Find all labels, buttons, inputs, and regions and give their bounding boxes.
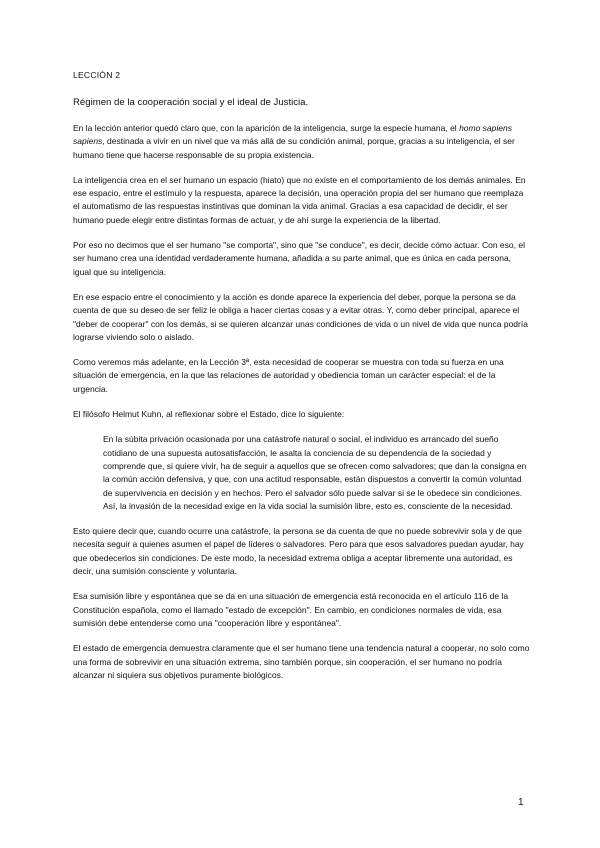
paragraph-7: Esto quiere decir que, cuando ocurre una catástrofe, la persona se da cuenta de que no puede sobrevivir sola y de que necesita seguir a quienes asumen el papel de líderes o salvadores. Pero para que esos salvadores puedan ayudar, hay que obedecerlos sin condiciones. De este modo, la necesidad extrema obliga a aceptar libremente una autoridad, es decir, una sumisión consciente y voluntaria. (73, 526, 524, 577)
paragraph-5: Como veremos más adelante, en la Lección 3ª, esta necesidad de cooperar se muestra con toda su fuerza en una situación de emergencia, en la que las relaciones de autoridad y obediencia toman un carácter especial: el de la urgencia. (73, 357, 504, 394)
paragraph-9: El estado de emergencia demuestra claramente que el ser humano tiene una tendencia natural a cooperar, no solo como una forma de sobrevivir en una situación extrema, sino también porque, sin cooperación, el ser humano no podría alcanzar ni siquiera sus objetivos puramente biológicos. (73, 643, 530, 680)
paragraph-8: Esa sumisión libre y espontánea que se da en una situación de emergencia está reconocida en el artículo 116 de la Constitución española, como el llamado "estado de excepción". En cambio, en condiciones normales de vida, esa sumisión debe entenderse como una "cooperación libre y espontánea". (73, 591, 509, 628)
paragraph-6: El filósofo Helmut Kuhn, al reflexionar sobre el Estado, dice lo siguiente: (73, 409, 345, 420)
block-quote: En la súbita privación ocasionada por una catástrofe natural o social, el individuo es arrancado del sueño cotidiano de una supuesta autosatisfacción, le asalta la conciencia de su dependencia de la sociedad y comprende que, si quiere vivir, ha de seguir a aquellos que se ofrecen como salvadores; que dan la consigna en la común acción defensiva, y que, con una actitud responsable, están dispuestos a convertir la común voluntad de supervivencia en decisión y en hechos. Pero el salvador sólo puede salvar si se le obedece sin condiciones. Así, la invasión de la necesidad exige en la vida social la sumisión libre, esto es, consciente de la necesidad. (103, 434, 527, 511)
paragraph-1-emphasis: homo sapiens sapiens (73, 123, 512, 147)
paragraph-2: La inteligencia crea en el ser humano un espacio (hiato) que no existe en el comportamiento de los demás animales. En ese espacio, entre el estímulo y la respuesta, aparece la decisión, una operación propia del ser humano que reemplaza el automatismo de las respuestas instintivas que dominan la vida animal. Gracias a esa capacidad de decidir, el ser humano puede elegir entre distintas formas de actuar, y de ahí surge la experiencia de la libertad. (73, 174, 526, 225)
paragraph-4: En ese espacio entre el conocimiento y la acción es donde aparece la experiencia del deber, porque la persona se da cuenta de que su deseo de ser feliz le obliga a hacer ciertas cosas y a evitar otras. Y, como deber principal, aparece el "deber de cooperar" con los demás, si se quieren alcanzar unas condiciones de vida o un nivel de vida que nunca podría lograrse viviendo solo o aislado. (73, 291, 528, 342)
document-page (73, 70, 530, 694)
page-number: 1 (518, 797, 524, 808)
lesson-subtitle: Régimen de la cooperación social y el ideal de Justicia. (73, 97, 309, 108)
paragraph-1 (73, 122, 530, 162)
paragraph-1-text-b: , destinada a vivir en un nivel que va más allá de su condición animal, porque, gracias a su inteligencia, el ser humano tiene que hacerse responsable de su propia existencia. (73, 136, 515, 160)
paragraph-1-text-a: En la lección anterior quedó claro que, con la aparición de la inteligencia, surge la especie humana, el (73, 123, 460, 133)
lesson-heading: LECCIÓN 2 (73, 70, 121, 80)
paragraph-3: Por eso no decimos que el ser humano "se comporta", sino que "se conduce", es decir, decide cómo actuar. Con eso, el ser humano crea una identidad verdaderamente humana, añadida a su parte animal, que es única en cada persona, igual que su inteligencia. (73, 240, 525, 277)
